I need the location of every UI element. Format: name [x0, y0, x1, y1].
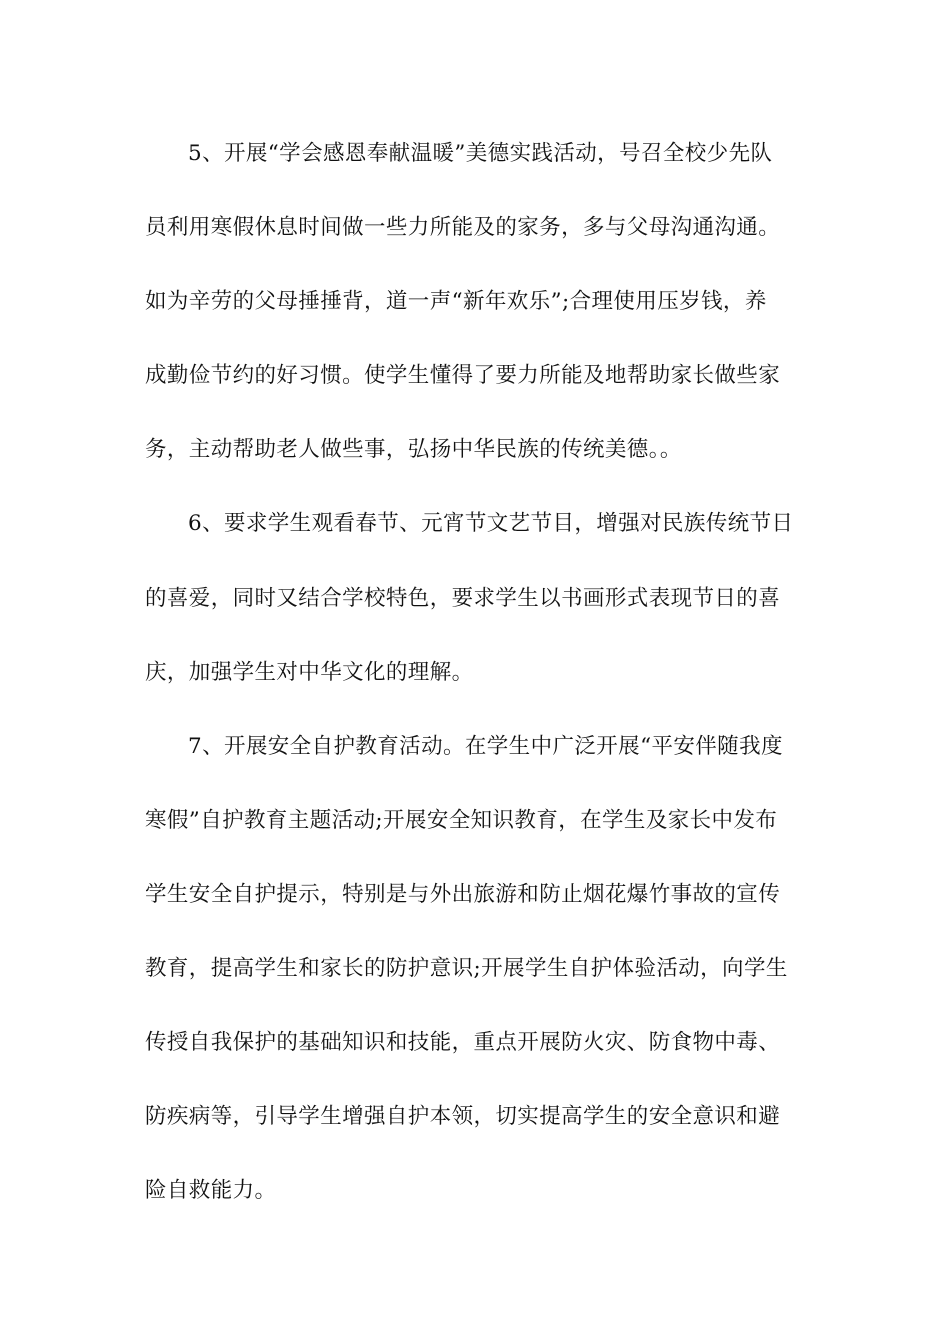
- paragraph-7-line-2: 寒假”自护教育主题活动;开展安全知识教育，在学生及家长中发布: [145, 808, 778, 833]
- paragraph-7-line-5: 传授自我保护的基础知识和技能，重点开展防火灾、防食物中毒、: [145, 1030, 781, 1055]
- paragraph-7-line-4: 教育，提高学生和家长的防护意识;开展学生自护体验活动，向学生: [145, 956, 788, 981]
- paragraph-6-line-1: 6、要求学生观看春节、元宵节文艺节目，增强对民族传统节日: [188, 511, 794, 536]
- paragraph-6-line-2: 的喜爱，同时又结合学校特色，要求学生以书画形式表现节日的喜: [145, 586, 781, 611]
- paragraph-7-line-6: 防疾病等，引导学生增强自护本领，切实提高学生的安全意识和避: [145, 1104, 781, 1129]
- paragraph-5-line-3: 如为辛劳的父母捶捶背，道一声“新年欢乐”;合理使用压岁钱，养: [145, 289, 767, 314]
- paragraph-6-line-3: 庆，加强学生对中华文化的理解。: [145, 660, 474, 685]
- paragraph-5-line-2: 员利用寒假休息时间做一些力所能及的家务，多与父母沟通沟通。: [145, 215, 781, 240]
- paragraph-7-line-7: 险自救能力。: [145, 1178, 277, 1203]
- paragraph-5-line-1: 5、开展“学会感恩奉献温暖”美德实践活动，号召全校少先队: [188, 141, 773, 166]
- paragraph-7-line-1: 7、开展安全自护教育活动。在学生中广泛开展“平安伴随我度: [188, 734, 783, 759]
- paragraph-5-line-5: 务，主动帮助老人做些事，弘扬中华民族的传统美德。。: [145, 437, 682, 462]
- paragraph-5-line-4: 成勤俭节约的好习惯。使学生懂得了要力所能及地帮助家长做些家: [145, 363, 781, 388]
- paragraph-7-line-3: 学生安全自护提示，特别是与外出旅游和防止烟花爆竹事故的宣传: [145, 882, 781, 907]
